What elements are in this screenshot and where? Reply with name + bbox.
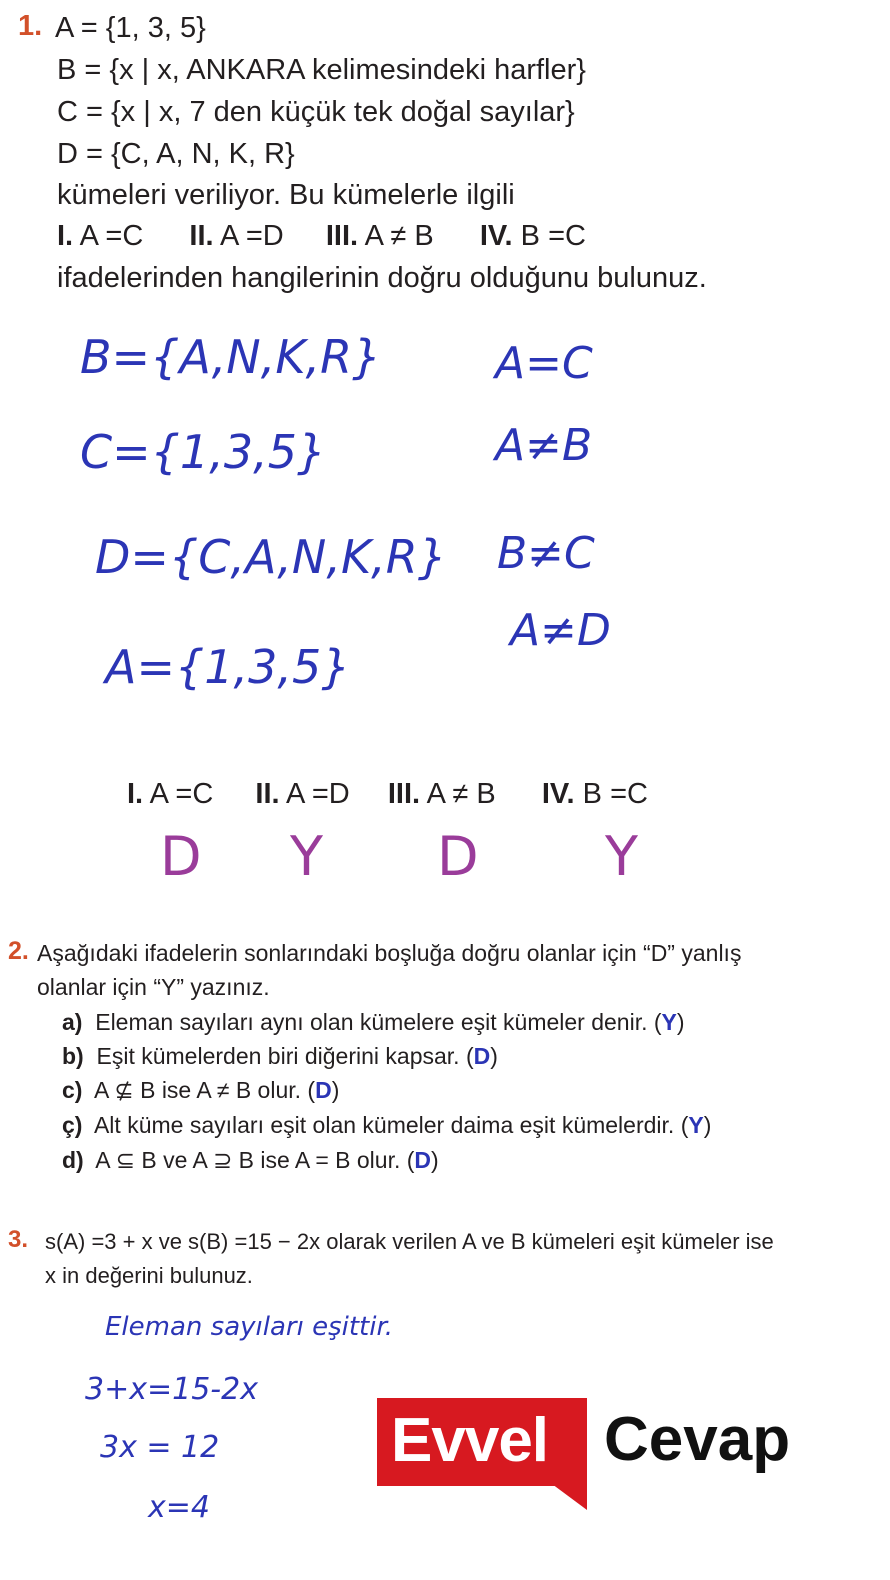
q2-item-b: [62, 1040, 498, 1072]
statement-2-numeral: II.: [189, 220, 214, 252]
answer-statement-2: Y: [290, 825, 323, 888]
statement-1-numeral: I.: [57, 220, 74, 252]
q2-item-b-answer: D: [473, 1043, 491, 1069]
q2-item-b-close: ): [490, 1043, 498, 1069]
handwritten-eq-2: A≠B: [495, 420, 593, 471]
q1-set-c: C = {x | x, 7 den küçük tek doğal sayılar}: [57, 96, 575, 128]
repeat-statement-2-expr: A =D: [286, 778, 350, 810]
question-3-number: 3.: [8, 1226, 29, 1253]
handwritten-set-a: A={1,3,5}: [105, 640, 351, 694]
q1-statements: [57, 218, 586, 254]
q1-statements-repeat: [127, 776, 648, 812]
q2-item-d-text: A ⊆ B ve A ⊇ B ise A = B olur. (: [95, 1147, 415, 1173]
q1-set-a: A = {1, 3, 5}: [55, 12, 206, 44]
repeat-statement-1-numeral: I.: [127, 778, 144, 810]
statement-4-expr: B =C: [520, 220, 586, 252]
q2-intro-line-2: olanlar için “Y” yazınız.: [37, 974, 270, 1000]
q2-item-c-close: ): [331, 1077, 340, 1103]
q1-set-b: B = {x | x, ANKARA kelimesindeki harfler}: [57, 54, 586, 86]
q2-item-cc-close: ): [703, 1112, 712, 1138]
q2-item-cc-text: Alt küme sayıları eşit olan kümeler daima eşit kümelerdir. (: [93, 1112, 689, 1138]
statement-4-numeral: IV.: [479, 220, 513, 252]
repeat-statement-2-numeral: II.: [255, 778, 280, 810]
answer-statement-4: Y: [605, 825, 638, 888]
q2-item-a: [62, 1006, 685, 1038]
question-2-number: 2.: [8, 937, 29, 965]
logo-speech-tail-icon: [552, 1484, 588, 1512]
repeat-statement-4-numeral: IV.: [541, 778, 575, 810]
q2-item-c-text: A ⊈ B ise A ≠ B olur. (: [93, 1077, 316, 1103]
q2-item-a-text: Eleman sayıları aynı olan kümelere eşit kümeler denir. (: [95, 1009, 662, 1035]
handwritten-set-d: D={C,A,N,K,R}: [95, 530, 447, 584]
handwritten-eq-1: A=C: [495, 338, 593, 389]
q2-item-a-close: ): [676, 1009, 685, 1035]
logo-red-box: [377, 1398, 587, 1486]
q3-handwritten-3: 3x = 12: [100, 1430, 220, 1465]
question-1-number: 1.: [18, 10, 43, 42]
repeat-statement-3-numeral: III.: [387, 778, 421, 810]
q2-item-d: [62, 1144, 439, 1176]
repeat-statement-1-expr: A =C: [149, 778, 214, 810]
q2-item-a-answer: Y: [661, 1009, 677, 1035]
q3-line-2: x in değerini bulunuz.: [45, 1263, 253, 1288]
handwritten-set-b: B={A,N,K,R}: [80, 330, 382, 384]
q2-intro-line-1: Aşağıdaki ifadelerin sonlarındaki boşluğa doğru olanlar için “D” yanlış: [37, 940, 742, 966]
q2-item-a-label: a): [62, 1009, 83, 1035]
q3-handwritten-2: 3+x=15-2x: [85, 1372, 258, 1407]
q2-item-b-label: b): [62, 1043, 84, 1069]
q1-question: ifadelerinden hangilerinin doğru olduğunu bulunuz.: [57, 262, 707, 294]
q2-item-d-answer: D: [414, 1147, 432, 1173]
logo-cevap-text: Cevap: [604, 1405, 791, 1474]
q2-item-c-cedilla: [62, 1109, 711, 1141]
q2-item-c: [62, 1074, 339, 1106]
q2-item-c-answer: D: [315, 1077, 332, 1103]
statement-3-expr: A ≠ B: [364, 220, 434, 252]
q1-set-d: D = {C, A, N, K, R}: [57, 138, 295, 170]
statement-2-expr: A =D: [220, 220, 284, 252]
logo-evvel-text: Evvel: [391, 1406, 549, 1475]
q2-item-cc-label: ç): [62, 1112, 83, 1138]
statement-1-expr: A =C: [79, 220, 144, 252]
answer-statement-1: D: [160, 825, 202, 888]
answer-statement-3: D: [437, 825, 479, 888]
evvel-cevap-logo: [377, 1398, 827, 1513]
q2-item-d-close: ): [431, 1147, 439, 1173]
q2-item-d-label: d): [62, 1147, 84, 1173]
repeat-statement-3-expr: A ≠ B: [426, 778, 496, 810]
handwritten-eq-3: B≠C: [497, 528, 595, 579]
handwritten-set-c: C={1,3,5}: [80, 425, 327, 479]
q3-line-1: s(A) =3 + x ve s(B) =15 − 2x olarak verilen A ve B kümeleri eşit kümeler ise: [45, 1229, 774, 1254]
q2-item-b-text: Eşit kümelerden biri diğerini kapsar. (: [96, 1043, 474, 1069]
q2-item-cc-answer: Y: [688, 1112, 704, 1138]
q1-given-text: kümeleri veriliyor. Bu kümelerle ilgili: [57, 179, 515, 211]
q3-handwritten-1: Eleman sayıları eşittir.: [105, 1312, 394, 1342]
q2-item-c-label: c): [62, 1077, 83, 1103]
q3-handwritten-4: x=4: [148, 1490, 210, 1525]
repeat-statement-4-expr: B =C: [582, 778, 648, 810]
statement-3-numeral: III.: [325, 220, 359, 252]
handwritten-eq-4: A≠D: [510, 605, 611, 656]
